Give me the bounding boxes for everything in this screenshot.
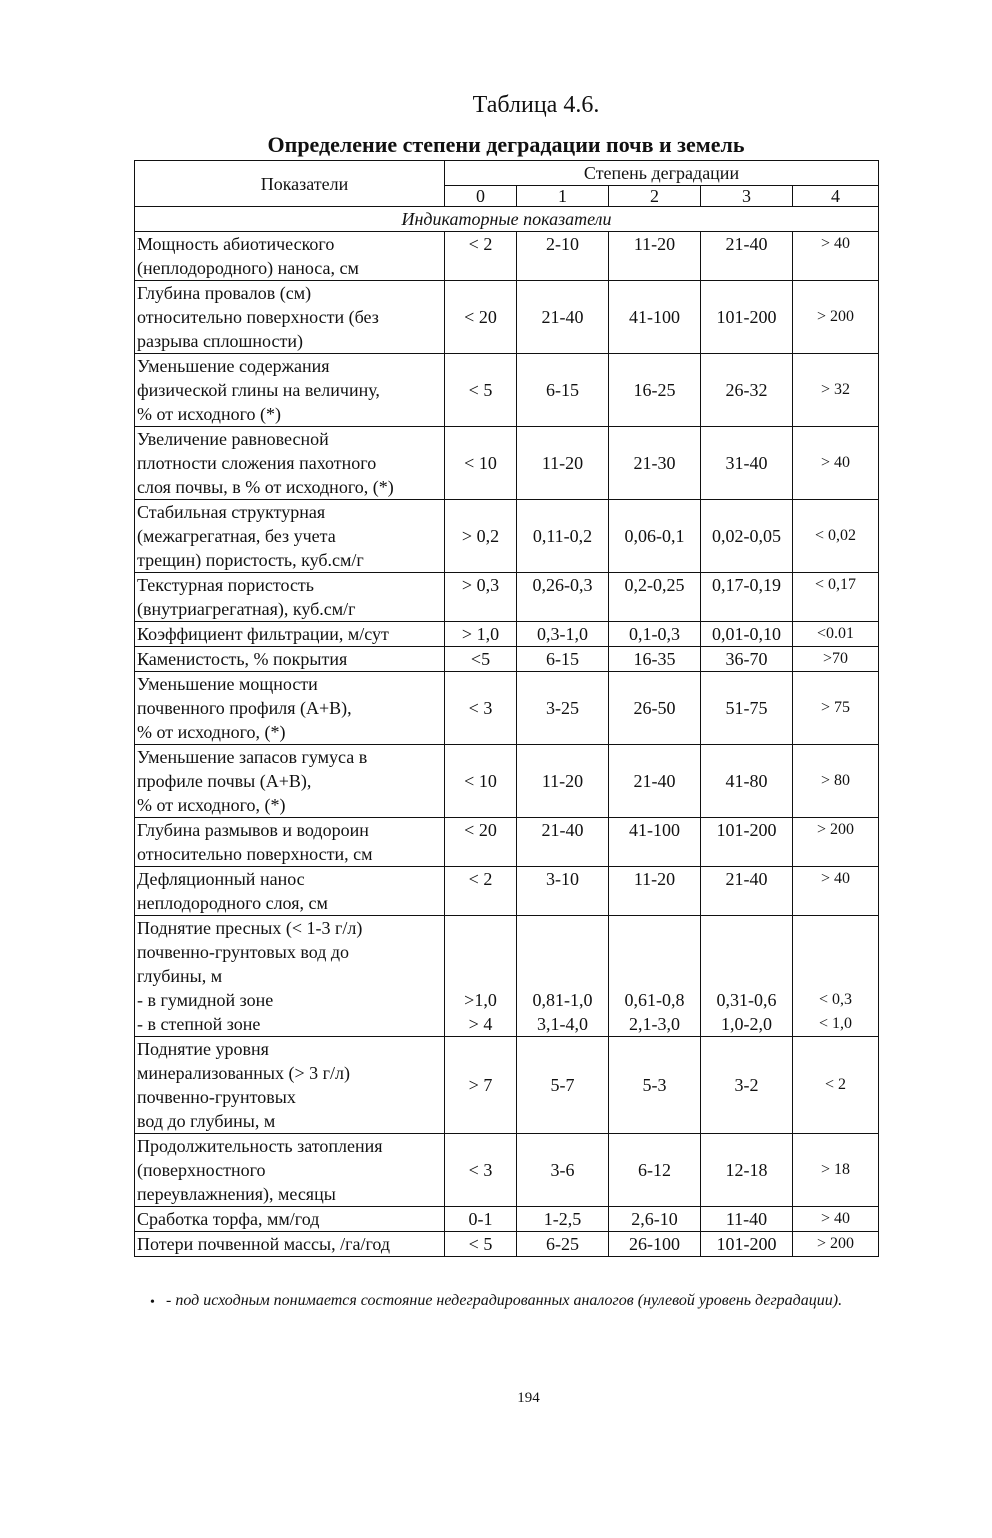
row-name: Мощность абиотического (неплодородного) наноса, см [135,232,445,281]
row-name: Уменьшение содержания физической глины на величину, % от исходного (*) [135,354,445,427]
row-value: 21-40 [517,818,609,867]
header-level-3: 3 [701,186,793,207]
row-value: 26-100 [609,1232,701,1257]
table-row [135,867,879,916]
row-value: 36-70 [701,647,793,672]
row-value: 21-40 [701,232,793,281]
row-value: 1-2,5 [517,1207,609,1232]
table-number: Таблица 4.6. [472,92,600,118]
row-value: 21-30 [609,427,701,500]
table-row [135,573,879,622]
table-row [135,745,879,818]
section-heading: Индикаторные показатели [135,207,879,232]
table-row [135,500,879,573]
row-value: 0,02-0,05 [701,500,793,573]
row-value: > 40 [793,232,879,281]
row-value: 41-80 [701,745,793,818]
table-row [135,1134,879,1207]
row-value: 5-7 [517,1037,609,1134]
page-number: 194 [517,1390,540,1406]
footnote-bullet: • [150,1295,155,1310]
row-name: Поднятие пресных (< 1-3 г/л) почвенно-грунтовых вод до глубины, м - в гумидной зоне - в степной зоне [135,916,445,1037]
row-value: 12-18 [701,1134,793,1207]
row-value: 6-15 [517,354,609,427]
row-value: 0,06-0,1 [609,500,701,573]
row-value: < 10 [445,745,517,818]
row-value: > 32 [793,354,879,427]
row-value: < 20 [445,281,517,354]
row-value: > 0,2 [445,500,517,573]
row-value: 0,01-0,10 [701,622,793,647]
table-row [135,1037,879,1134]
row-value: 0-1 [445,1207,517,1232]
row-value: 2,6-10 [609,1207,701,1232]
row-value: < 10 [445,427,517,500]
row-value: > 75 [793,672,879,745]
row-value: 101-200 [701,281,793,354]
row-value: < 20 [445,818,517,867]
row-value: < 5 [445,354,517,427]
row-name: Продолжительность затопления (поверхностного переувлажнения), месяцы [135,1134,445,1207]
row-value: 0,17-0,19 [701,573,793,622]
row-name: Глубина размывов и водороин относительно поверхности, см [135,818,445,867]
row-value: 21-40 [609,745,701,818]
row-value: > 40 [793,1207,879,1232]
row-name: Каменистость, % покрытия [135,647,445,672]
row-value: 3-2 [701,1037,793,1134]
header-level-0: 0 [445,186,517,207]
row-value: 0,1-0,3 [609,622,701,647]
row-value: 0,61-0,8 2,1-3,0 [609,916,701,1037]
row-value: 51-75 [701,672,793,745]
row-value: 26-50 [609,672,701,745]
row-value: 11-20 [517,745,609,818]
row-value: < 5 [445,1232,517,1257]
row-value: 11-20 [609,232,701,281]
row-value: 21-40 [517,281,609,354]
row-value: > 0,3 [445,573,517,622]
row-value: >1,0 > 4 [445,916,517,1037]
row-value: 11-20 [609,867,701,916]
row-value: 0,3-1,0 [517,622,609,647]
row-value: 6-15 [517,647,609,672]
table-row [135,647,879,672]
row-value: < 2 [445,232,517,281]
header-level-1: 1 [517,186,609,207]
row-name: Текстурная пористость (внутриагрегатная), куб.см/г [135,573,445,622]
row-value: 11-40 [701,1207,793,1232]
row-name: Увеличение равновесной плотности сложения пахотного слоя почвы, в % от исходного, (*) [135,427,445,500]
table-row [135,427,879,500]
row-value: > 40 [793,427,879,500]
row-value: 16-25 [609,354,701,427]
row-value: > 80 [793,745,879,818]
table-row [135,1232,879,1257]
table-row [135,818,879,867]
row-name: Потери почвенной массы, /га/год [135,1232,445,1257]
row-name: Уменьшение запасов гумуса в профиле почвы (А+В), % от исходного, (*) [135,745,445,818]
row-value: < 2 [445,867,517,916]
table-row [135,232,879,281]
degradation-table [134,160,879,1257]
header-indicators: Показатели [135,161,445,207]
row-name: Уменьшение мощности почвенного профиля (А+В), % от исходного, (*) [135,672,445,745]
row-name: Коэффициент фильтрации, м/сут [135,622,445,647]
row-value: 5-3 [609,1037,701,1134]
row-value: 0,11-0,2 [517,500,609,573]
row-name: Поднятие уровня минерализованных (> 3 г/л) почвенно-грунтовых вод до глубины, м [135,1037,445,1134]
row-value: 0,2-0,25 [609,573,701,622]
row-value: > 7 [445,1037,517,1134]
row-value: 0,26-0,3 [517,573,609,622]
row-value: 0,81-1,0 3,1-4,0 [517,916,609,1037]
row-value: < 3 [445,672,517,745]
table-row [135,916,879,1037]
row-value: < 0,17 [793,573,879,622]
row-name: Сработка торфа, мм/год [135,1207,445,1232]
row-value: > 200 [793,1232,879,1257]
row-value: 6-12 [609,1134,701,1207]
table-row [135,281,879,354]
row-value: < 0,3 < 1,0 [793,916,879,1037]
table-row [135,354,879,427]
row-value: > 40 [793,867,879,916]
table-row [135,672,879,745]
row-name: Стабильная структурная (межагрегатная, без учета трещин) пористость, куб.см/г [135,500,445,573]
row-value: 0,31-0,6 1,0-2,0 [701,916,793,1037]
row-value: 2-10 [517,232,609,281]
row-value: 3-6 [517,1134,609,1207]
row-name: Дефляционный нанос неплодородного слоя, см [135,867,445,916]
row-value: > 200 [793,818,879,867]
row-value: <0.01 [793,622,879,647]
header-level-2: 2 [609,186,701,207]
row-name: Глубина провалов (см) относительно поверхности (без разрыва сплошности) [135,281,445,354]
row-value: 11-20 [517,427,609,500]
row-value: 26-32 [701,354,793,427]
row-value: > 200 [793,281,879,354]
row-value: > 1,0 [445,622,517,647]
row-value: < 2 [793,1037,879,1134]
row-value: 21-40 [701,867,793,916]
table-title: Определение степени деградации почв и земель [267,132,745,157]
row-value: <5 [445,647,517,672]
row-value: 16-35 [609,647,701,672]
header-level-4: 4 [793,186,879,207]
row-value: < 0,02 [793,500,879,573]
row-value: 101-200 [701,818,793,867]
footnote [150,1290,890,1312]
row-value: < 3 [445,1134,517,1207]
table-row [135,622,879,647]
row-value: 3-10 [517,867,609,916]
table-row [135,1207,879,1232]
row-value: 6-25 [517,1232,609,1257]
footnote-text: - под исходным понимается состояние недеградированных аналогов (нулевой уровень деградации). [166,1292,843,1309]
header-degree: Степень деградации [445,161,879,186]
row-value: 41-100 [609,281,701,354]
row-value: 101-200 [701,1232,793,1257]
row-value: 3-25 [517,672,609,745]
row-value: >70 [793,647,879,672]
row-value: 41-100 [609,818,701,867]
row-value: 31-40 [701,427,793,500]
row-value: > 18 [793,1134,879,1207]
